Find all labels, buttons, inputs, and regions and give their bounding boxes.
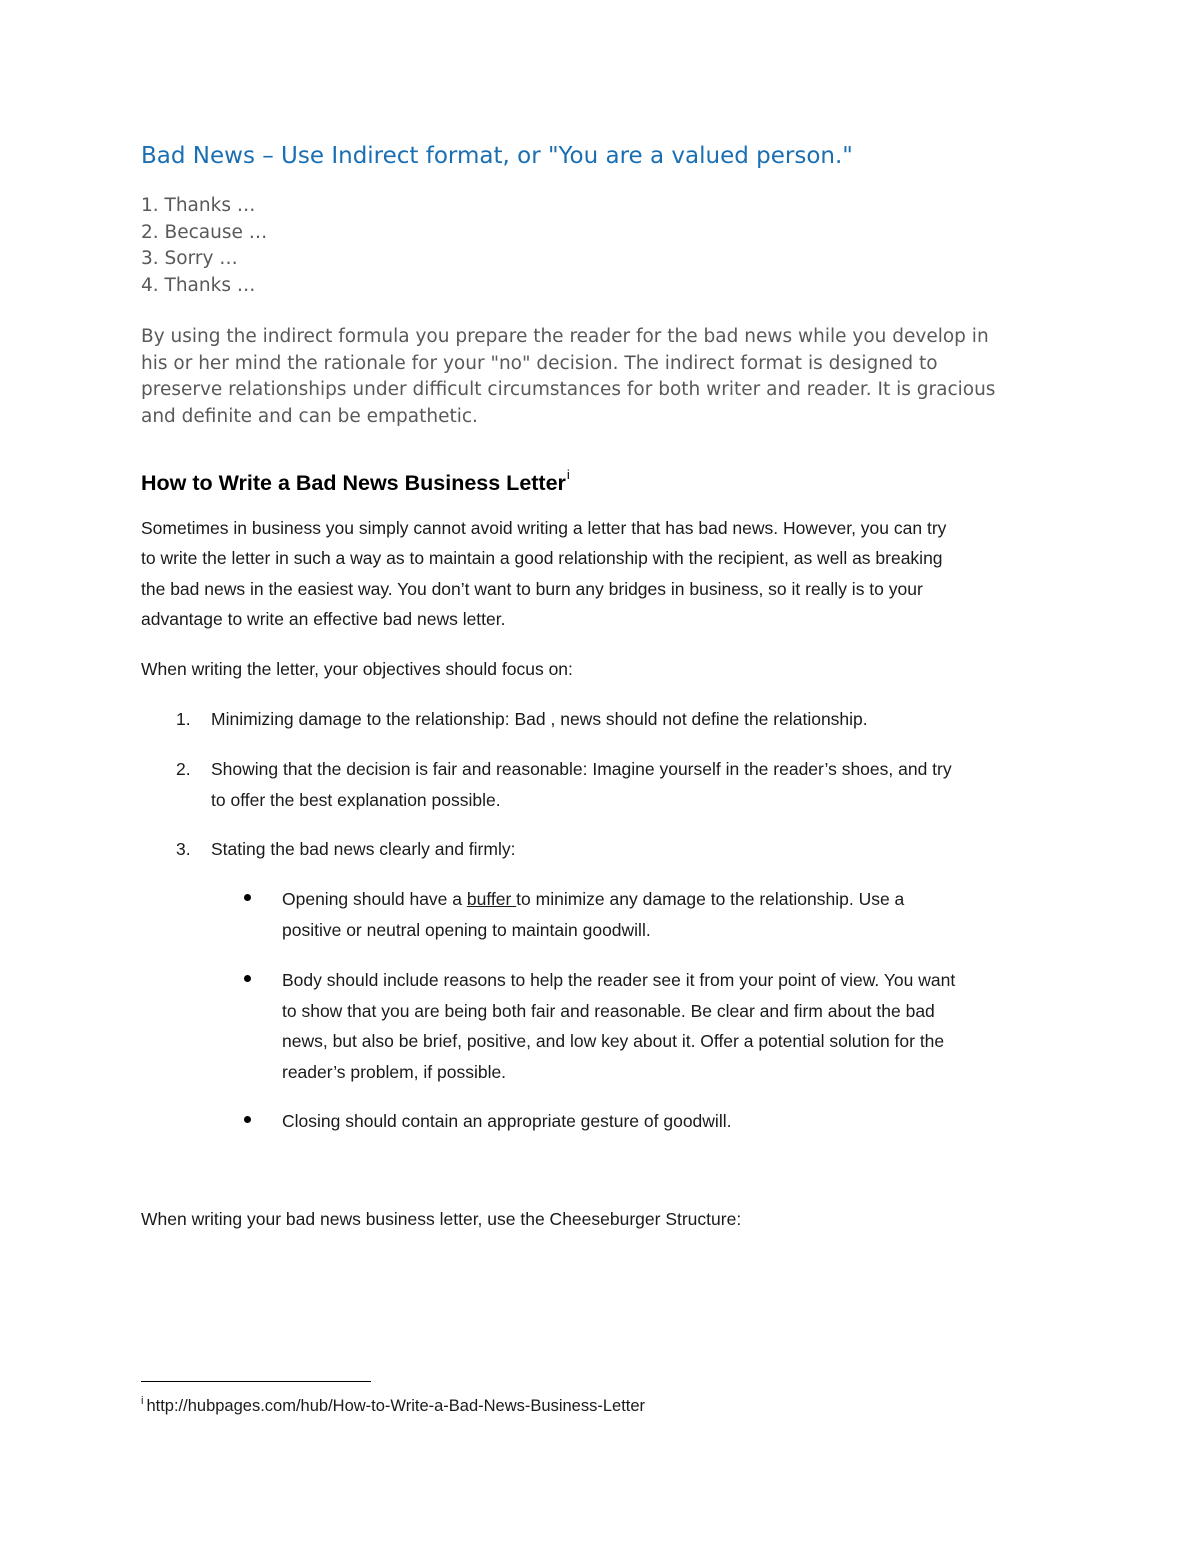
bullet-line: reader’s problem, if possible. bbox=[282, 1061, 507, 1082]
bullet-line: positive or neutral opening to maintain goodwill. bbox=[282, 919, 651, 940]
bullet-line: to show that you are being both fair and reasonable. Be clear and firm about the bad bbox=[282, 1000, 935, 1021]
bullet-line: Closing should contain an appropriate gesture of goodwill. bbox=[282, 1111, 732, 1131]
footnote-divider bbox=[141, 1381, 371, 1382]
footnote-marker: i bbox=[141, 1395, 144, 1407]
step-item: 3. Sorry … bbox=[141, 248, 238, 269]
bullet-icon bbox=[244, 975, 251, 982]
bullet-line: news, but also be brief, positive, and low key about it. Offer a potential solution for the bbox=[282, 1031, 945, 1051]
step-item: 1. Thanks … bbox=[141, 195, 256, 216]
paragraph-line: Sometimes in business you simply cannot avoid writing a letter that has bad news. However, you can try bbox=[141, 518, 947, 538]
paragraph-line: the bad news in the easiest way. You don’t want to burn any bridges in business, so it really is to your bbox=[141, 578, 923, 599]
bullet-icon bbox=[244, 894, 251, 901]
objective-line: Stating the bad news clearly and firmly: bbox=[211, 839, 516, 859]
intro-line: his or her mind the rationale for your "no" decision. The indirect format is designed to bbox=[141, 352, 938, 374]
objective-text bbox=[211, 704, 868, 735]
paragraph-line: advantage to write an effective bad news letter. bbox=[141, 608, 506, 629]
objective-line: Minimizing damage to the relationship: Bad , news should not define the relationship. bbox=[211, 709, 868, 729]
indirect-format-steps bbox=[141, 193, 267, 299]
objective-line: Showing that the decision is fair and reasonable: Imagine yourself in the reader’s shoes, and try bbox=[211, 759, 952, 779]
section-heading-text: How to Write a Bad News Business Letter bbox=[141, 471, 566, 495]
bullet-line bbox=[282, 884, 904, 915]
intro-line: By using the indirect formula you prepare the reader for the bad news while you develop in bbox=[141, 326, 989, 347]
bullet-text: Opening should have a bbox=[282, 889, 467, 909]
bullet-item-body bbox=[282, 965, 955, 1087]
intro-line: and definite and can be empathetic. bbox=[141, 405, 478, 427]
footnote-reference[interactable]: i bbox=[566, 467, 570, 482]
bullet-item-opening bbox=[282, 884, 904, 945]
step-item: 2. Because … bbox=[141, 221, 268, 243]
intro-line: preserve relationships under difficult circumstances for both writer and reader. It is gracious bbox=[141, 379, 996, 400]
step-item: 4. Thanks … bbox=[141, 274, 256, 296]
footnote-link[interactable]: http://hubpages.com/hub/How-to-Write-a-Bad-News-Business-Letter bbox=[146, 1397, 646, 1415]
bullet-line: Body should include reasons to help the reader see it from your point of view. You want bbox=[282, 970, 956, 990]
objective-number: 3. bbox=[176, 839, 191, 859]
intro-paragraph bbox=[141, 324, 1071, 430]
bullet-icon bbox=[244, 1116, 251, 1123]
buffer-term: buffer bbox=[466, 889, 517, 909]
footnote bbox=[141, 1390, 645, 1417]
objective-line: to offer the best explanation possible. bbox=[211, 789, 501, 810]
objective-number: 1. bbox=[176, 709, 191, 729]
cheeseburger-intro: When writing your bad news business letter, use the Cheeseburger Structure: bbox=[141, 1209, 742, 1229]
business-paragraph bbox=[141, 513, 946, 634]
section-heading bbox=[141, 458, 570, 500]
bullet-text: to minimize any damage to the relationship. Use a bbox=[516, 889, 905, 909]
objective-text bbox=[211, 754, 952, 815]
objective-number: 2. bbox=[176, 759, 191, 779]
paragraph-line: to write the letter in such a way as to maintain a good relationship with the recipient, as well as breaking bbox=[141, 548, 943, 569]
objective-text bbox=[211, 834, 515, 865]
page-title: Bad News – Use Indirect format, or "You are a valued person." bbox=[141, 143, 853, 169]
bullet-item-closing bbox=[282, 1106, 731, 1137]
objectives-intro: When writing the letter, your objectives should focus on: bbox=[141, 659, 573, 679]
